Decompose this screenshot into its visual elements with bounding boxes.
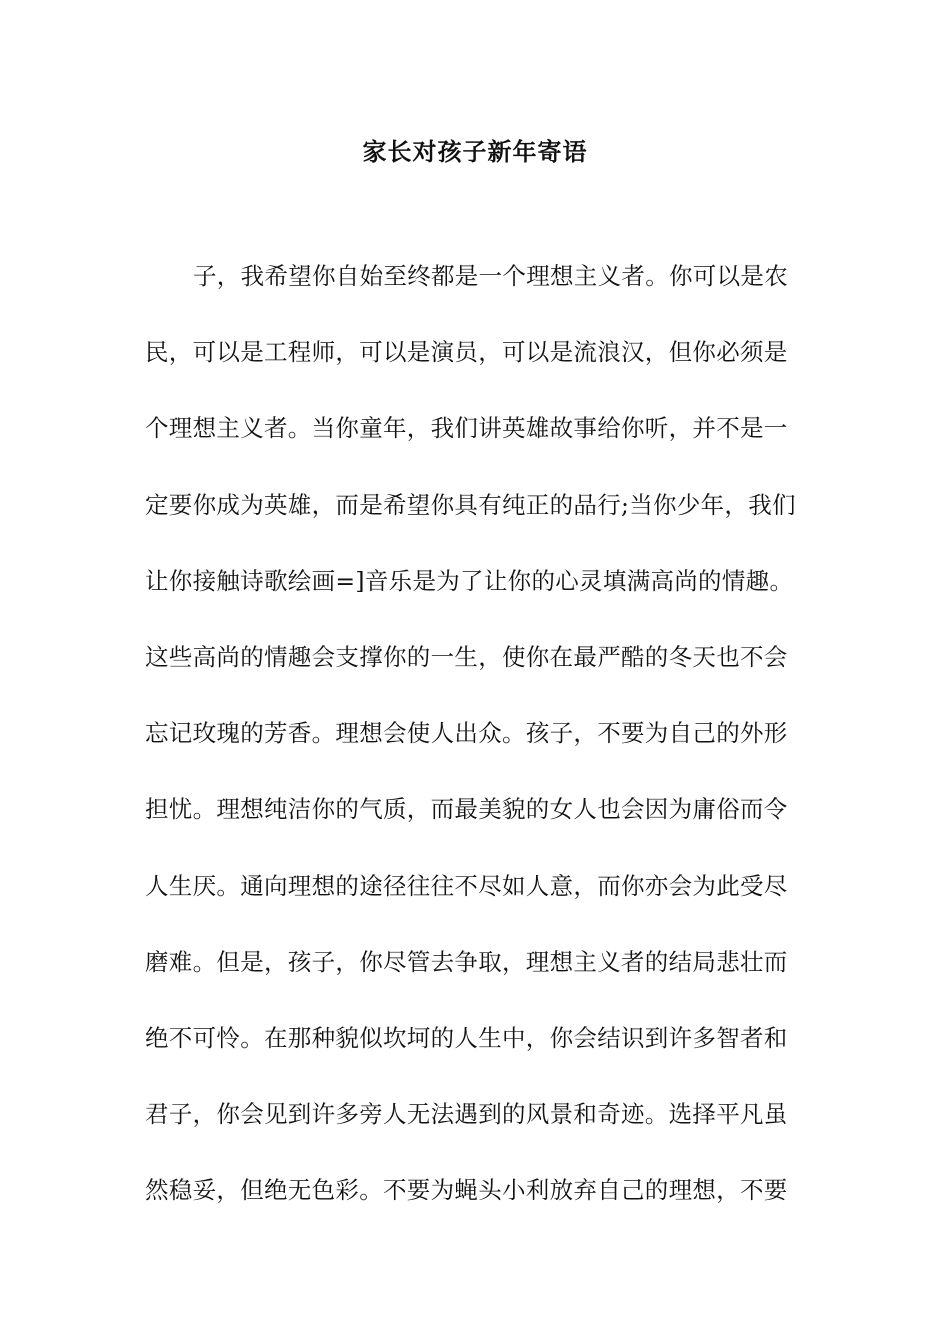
body-line: 这些高尚的情趣会支撑你的一生，使你在最严酷的冬天也不会 (145, 642, 788, 671)
body-line: 君子，你会见到许多旁人无法遇到的风景和奇迹。选择平凡虽 (145, 1100, 788, 1129)
body-line: 个理想主义者。当你童年，我们讲英雄故事给你听，并不是一 (145, 414, 788, 443)
body-line: 让你接触诗歌绘画=]音乐是为了让你的心灵填满高尚的情趣。 (145, 566, 794, 595)
body-line: 定要你成为英雄，而是希望你具有纯正的品行;当你少年，我们 (145, 490, 796, 519)
body-line: 民，可以是工程师，可以是演员，可以是流浪汉，但你必须是 (145, 338, 788, 367)
body-line: 磨难。但是，孩子，你尽管去争取，理想主义者的结局悲壮而 (145, 947, 788, 976)
document-body (145, 256, 810, 1246)
body-line: 然稳妥，但绝无色彩。不要为蝇头小利放弃自己的理想，不要 (145, 1176, 788, 1205)
body-line: 忘记玫瑰的芳香。理想会使人出众。孩子，不要为自己的外形 (145, 719, 788, 748)
body-line: 子，我希望你自始至终都是一个理想主义者。你可以是农 (193, 262, 788, 290)
body-line: 人生厌。通向理想的途径往往不尽如人意，而你亦会为此受尽 (145, 871, 788, 900)
body-line: 绝不可怜。在那种貌似坎坷的人生中，你会结识到许多智者和 (145, 1023, 788, 1052)
document-title: 家长对孩子新年寄语 (362, 137, 588, 166)
body-line: 担忧。理想纯洁你的气质，而最美貌的女人也会因为庸俗而令 (145, 795, 788, 824)
